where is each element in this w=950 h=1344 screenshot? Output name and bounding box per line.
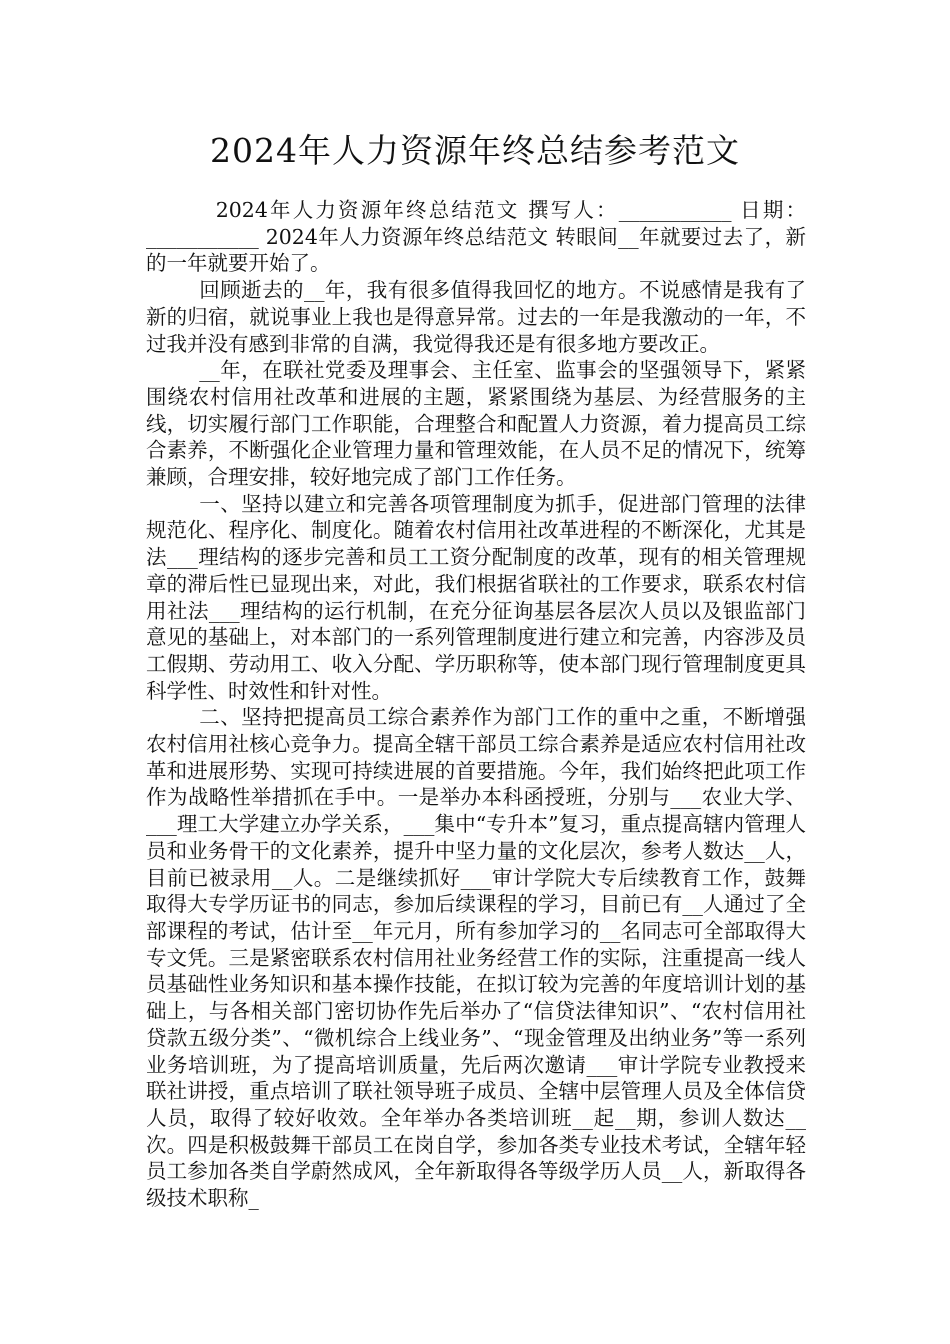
document-body [146, 197, 806, 1212]
paragraph-review: 回顾逝去的__年，我有很多值得我回忆的地方。不说感情是我有了新的归宿，就说事业上我也是得意异常。过去的一年是我激动的一年，不过我并没有感到非常的自满，我觉得我还是有很多地方要改正。 [146, 278, 806, 356]
document-title: 2024年人力资源年终总结参考范文 [210, 131, 740, 170]
paragraph-intro: 2024年人力资源年终总结范文 撰写人：___________ 日期：___________ 2024年人力资源年终总结范文 转眼间__年就要过去了，新的一年就要开始了。 [146, 198, 806, 276]
paragraph-section-one: 一、坚持以建立和完善各项管理制度为抓手，促进部门管理的法律规范化、程序化、制度化。随着农村信用社改革进程的不断深化，尤其是法___理结构的逐步完善和员工工资分配制度的改革，现有的相关管理规章的滞后性已显现出来，对此，我们根据省联社的工作要求，联系农村信用社法___理结构的运行机制，在充分征询基层各层次人员以及银监部门意见的基础上，对本部门的一系列管理制度进行建立和完善，内容涉及员工假期、劳动用工、收入分配、学历职称等，使本部门现行管理制度更具科学性、时效性和针对性。 [146, 491, 806, 703]
paragraph-overview: __年，在联社党委及理事会、主任室、监事会的坚强领导下，紧紧围绕农村信用社改革和进展的主题，紧紧围绕为基层、为经营服务的主线，切实履行部门工作职能，合理整合和配置人力资源，着力提高员工综合素养，不断强化企业管理力量和管理效能，在人员不足的情况下，统筹兼顾，合理安排，较好地完成了部门工作任务。 [146, 358, 806, 490]
paragraph-section-two: 二、坚持把提高员工综合素养作为部门工作的重中之重，不断增强农村信用社核心竞争力。提高全辖干部员工综合素养是适应农村信用社改革和进展形势、实现可持续进展的首要措施。今年，我们始终把此项工作作为战略性举措抓在手中。一是举办本科函授班，分别与___农业大学、___理工大学建立办学关系，___集中“专升本”复习，重点提高辖内管理人员和业务骨干的文化素养，提升中坚力量的文化层次，参考人数达__人，目前已被录用__人。二是继续抓好___审计学院大专后续教育工作，鼓舞取得大专学历证书的同志，参加后续课程的学习，目前已有__人通过了全部课程的考试，估计至__年元月，所有参加学习的__名同志可全部取得大专文凭。三是紧密联系农村信用社业务经营工作的实际，注重提高一线人员基础性业务知识和基本操作技能，在拟订较为完善的年度培训计划的基础上，与各相关部门密切协作先后举办了“信贷法律知识”、“农村信用社贷款五级分类”、“微机综合上线业务”、“现金管理及出纳业务”等一系列业务培训班，为了提高培训质量，先后两次邀请___审计学院专业教授来联社讲授，重点培训了联社领导班子成员、全辖中层管理人员及全体信贷人员，取得了较好收效。全年举办各类培训班__起__期，参训人数达__次。四是积极鼓舞干部员工在岗自学，参加各类专业技术考试，全辖年轻员工参加各类自学蔚然成风，全年新取得各等级学历人员__人，新取得各级技术职称_ [146, 705, 806, 1211]
